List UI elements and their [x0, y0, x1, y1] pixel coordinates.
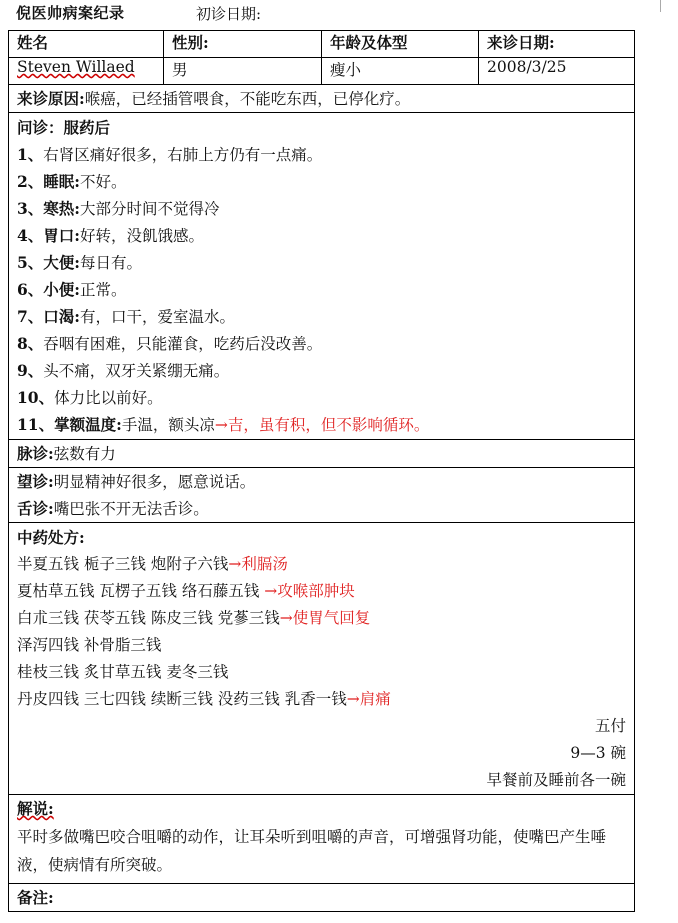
margin-mark — [660, 0, 661, 12]
explanation-label: 解说: — [17, 799, 54, 818]
tongue-label: 舌诊: — [17, 499, 54, 518]
arrow-icon: → — [346, 690, 360, 708]
observation-label: 望诊: — [17, 472, 54, 491]
inquiry-title: 问诊：服药后 — [17, 118, 111, 137]
patient-values-row — [9, 58, 635, 85]
inquiry-item: 8、吞咽有困难，只能灌食，吃药后没改善。 — [17, 334, 323, 353]
tongue-text: 嘴巴张不开无法舌诊。 — [53, 500, 209, 518]
inquiry-item: 5、大便:每日有。 — [17, 253, 143, 272]
herb-line: 泽泻四钱 补骨脂三钱 — [17, 636, 162, 654]
herb-line: 桂枝三钱 炙甘草五钱 麦冬三钱 — [17, 663, 229, 681]
herb-line: 夏枯草五钱 瓦楞子五钱 络石藤五钱 →攻喉部肿块 — [17, 582, 355, 600]
inquiry-item: 3、寒热:大部分时间不觉得冷 — [17, 199, 220, 218]
arrow-icon: → — [279, 609, 293, 627]
pulse-text: 弦数有力 — [53, 445, 116, 463]
explanation-text: 平时多做嘴巴咬合咀嚼的动作，让耳朵听到咀嚼的声音，可增强肾功能，使嘴巴产生唾液，使病情有所突破。 — [17, 828, 607, 874]
pulse-label: 脉诊: — [17, 444, 54, 463]
herb-line: 半夏五钱 栀子三钱 炮附子六钱→利膈汤 — [17, 555, 288, 573]
case-record-table — [8, 30, 635, 912]
inquiry-item: 6、小便:正常。 — [17, 280, 127, 299]
dosage-water: 9—3 碗 — [570, 744, 626, 762]
inquiry-item: 9、头不痛，双牙关紧绷无痛。 — [17, 361, 230, 380]
arrow-icon: → — [214, 416, 228, 434]
herb-line: 丹皮四钱 三七四钱 续断三钱 没药三钱 乳香一钱→肩痛 — [17, 690, 391, 708]
reason-row — [9, 85, 635, 113]
inquiry-item: 7、口渴:有，口干，爱室温水。 — [17, 307, 236, 326]
patient-build: 瘦小 — [322, 58, 479, 85]
herb-line: 白朮三钱 茯苓五钱 陈皮三钱 党蔘三钱→使胃气回复 — [17, 609, 371, 627]
prescription-row — [9, 523, 635, 795]
observation-text: 明显精神好很多，愿意说话。 — [53, 473, 256, 491]
inquiry-item: 10、体力比以前好。 — [17, 388, 163, 407]
patient-header-row — [9, 31, 635, 58]
visit-date-header: 来诊日期: — [479, 31, 635, 58]
age-build-header: 年龄及体型 — [322, 31, 479, 58]
patient-sex: 男 — [164, 58, 322, 85]
reason-label: 来诊原因: — [17, 89, 85, 108]
remarks-row — [9, 884, 635, 912]
first-visit-date-label: 初诊日期: — [196, 5, 262, 23]
inquiry-item: 1、右肾区痛好很多，右肺上方仍有一点痛。 — [17, 145, 323, 164]
arrow-icon: → — [264, 582, 278, 600]
pulse-row — [9, 440, 635, 468]
inquiry-item: 11、掌额温度:手温，额头凉→吉，虽有积，但不影响循环。 — [17, 415, 430, 434]
sex-header: 性别: — [164, 31, 322, 58]
inquiry-item: 2、睡眠:不好。 — [17, 172, 127, 191]
inquiry-note: 吉，虽有积，但不影响循环。 — [227, 416, 430, 434]
remarks-label: 备注: — [17, 888, 54, 907]
record-header — [8, 0, 634, 31]
record-title: 倪医帅病案纪录 — [16, 4, 125, 22]
observation-row — [9, 468, 635, 523]
dosage-timing: 早餐前及睡前各一碗 — [486, 771, 626, 789]
reason-text: 喉癌，已经插管喂食，不能吃东西，已停化疗。 — [84, 90, 411, 108]
dosage-packs: 五付 — [594, 717, 626, 735]
prescription-title: 中药处方: — [17, 528, 85, 547]
explanation-row — [9, 795, 635, 884]
arrow-icon: → — [228, 555, 242, 573]
visit-date: 2008/3/25 — [479, 58, 635, 85]
patient-name: Steven Willaed — [9, 58, 164, 85]
name-header: 姓名 — [9, 31, 164, 58]
inquiry-item: 4、胃口:好转，没飢饿感。 — [17, 226, 205, 245]
inquiry-row — [9, 113, 635, 440]
